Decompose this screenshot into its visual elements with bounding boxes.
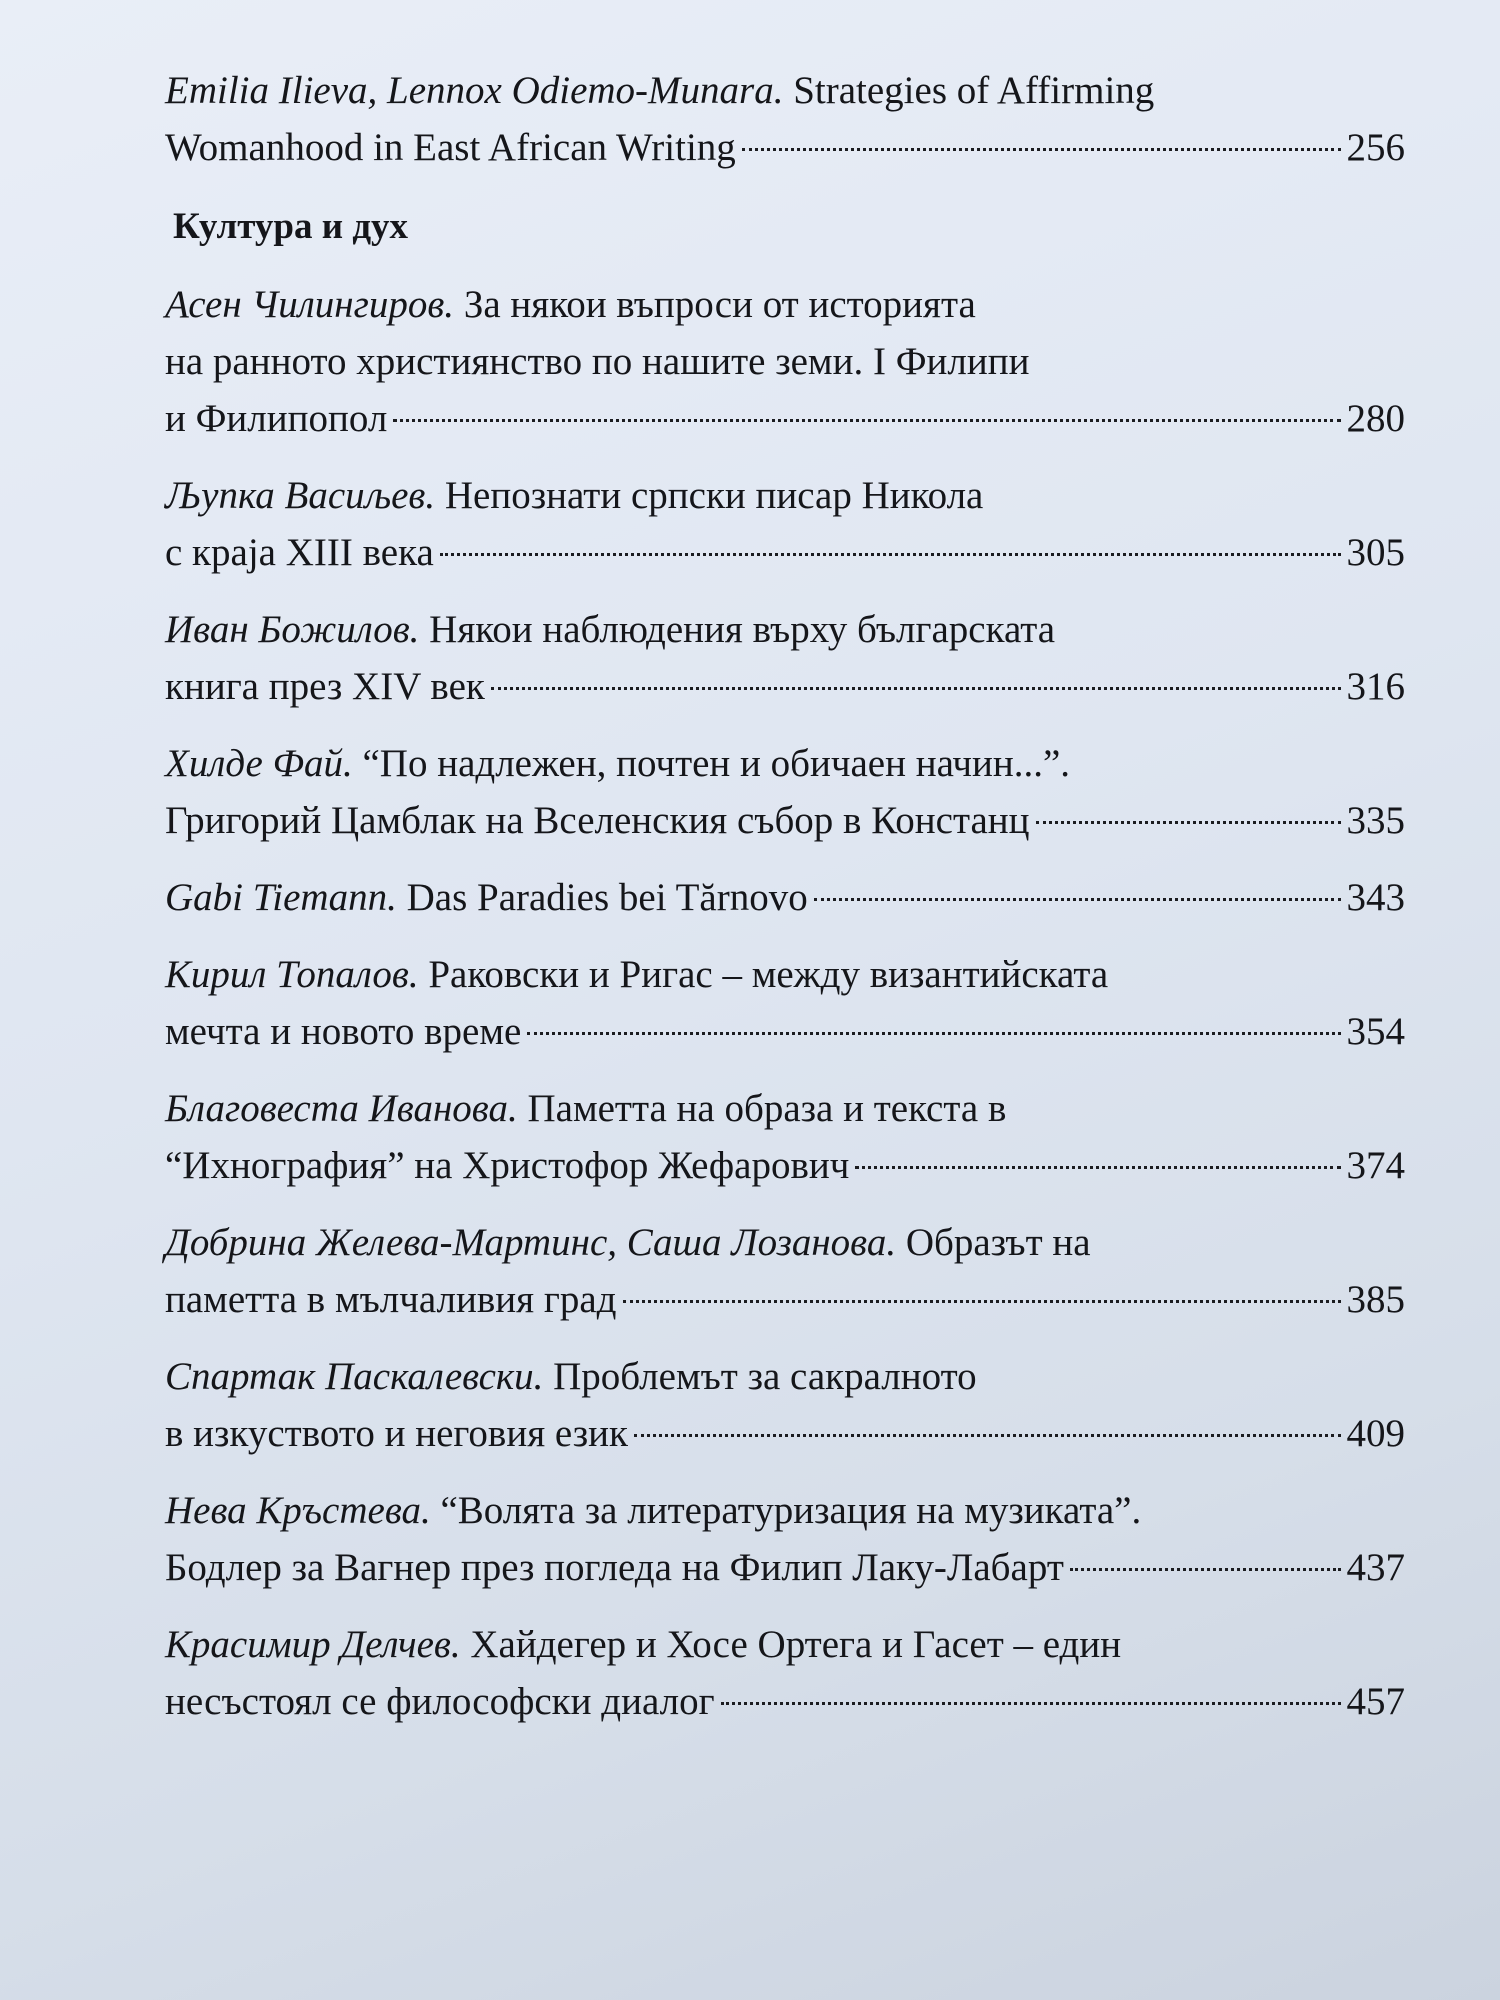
toc-entry-title: Бодлер за Вагнер през погледа на Филип Лаку-Лабарт: [165, 1546, 1064, 1589]
toc-entry-last-line: [165, 1405, 1405, 1462]
toc-entry-author: Љупка Васиљев.: [165, 474, 436, 517]
toc-entry-title: Womanhood in East African Writing: [165, 126, 736, 169]
toc-entry-title: мечта и новото време: [165, 1010, 522, 1053]
toc-entry-page-number: 409: [1346, 1412, 1405, 1455]
toc-entry-first-line: [165, 1348, 1405, 1405]
toc-entry-last-line: [165, 1673, 1405, 1730]
toc-entry-page-number: 385: [1346, 1278, 1405, 1321]
toc-entry-page-number: 316: [1346, 665, 1405, 708]
toc-entry: [165, 276, 1405, 447]
toc-entry-last-line: [165, 1539, 1405, 1596]
toc-entry-author: Gabi Tiemann.: [165, 876, 397, 919]
toc-entry-page-number: 335: [1346, 799, 1405, 842]
toc-entry-last-line: [165, 1137, 1405, 1194]
toc-entry-author: Кирил Топалов.: [165, 953, 419, 996]
toc-entry-title: Проблемът за сакралното: [553, 1355, 977, 1398]
toc-entry-page-number: 305: [1346, 531, 1405, 574]
table-of-contents: [165, 62, 1405, 1750]
toc-entry-author: Добрина Желева-Мартинс, Саша Лозанова.: [165, 1221, 897, 1264]
toc-entry-page-number: 354: [1346, 1010, 1405, 1053]
toc-entry-author: Благовеста Иванова.: [165, 1087, 518, 1130]
dot-leader: [1036, 821, 1341, 824]
toc-entry-first-line: [165, 1080, 1405, 1137]
section-heading: Култура и дух: [173, 206, 409, 247]
toc-entry-first-line: [165, 1214, 1405, 1271]
toc-entry-title: с краја XIII века: [165, 531, 434, 574]
toc-entry-last-line: [165, 390, 1405, 447]
toc-entry-last-line: [165, 119, 1405, 176]
toc-entry-title: Паметта на образа и текста в: [527, 1087, 1007, 1130]
toc-entry-page-number: 437: [1346, 1546, 1405, 1589]
toc-entry-first-line: [165, 467, 1405, 524]
toc-entry-title: Някои наблюдения върху българската: [429, 608, 1056, 651]
toc-entry-first-line: [165, 62, 1405, 119]
toc-entry-page-number: 457: [1346, 1680, 1405, 1723]
toc-entry-author: Спартак Паскалевски.: [165, 1355, 544, 1398]
toc-entry-author: Красимир Делчев.: [165, 1623, 461, 1666]
toc-entry-title: паметта в мълчаливия град: [165, 1278, 617, 1321]
toc-entry: [165, 1080, 1405, 1194]
toc-entry-title: несъстоял се философски диалог: [165, 1680, 715, 1723]
toc-entry-title: Образът на: [905, 1221, 1091, 1264]
toc-entry-last-line: [165, 524, 1405, 581]
toc-entry-author: Асен Чилингиров.: [165, 283, 455, 326]
toc-entry-title: “По надлежен, почтен и обичаен начин...”.: [362, 742, 1071, 785]
toc-entry-title: Das Paradies bei Tărnovo: [406, 876, 808, 919]
toc-entry-page-number: 374: [1346, 1144, 1405, 1187]
toc-entry-last-line: [165, 792, 1405, 849]
toc-entry: [165, 735, 1405, 849]
toc-entry-title: Strategies of Affirming: [793, 69, 1155, 112]
toc-entry-last-line: [165, 1271, 1405, 1328]
toc-entry-author: Иван Божилов.: [165, 608, 420, 651]
toc-entry-title: книга през XIV век: [165, 665, 485, 708]
toc-entry: [165, 1616, 1405, 1730]
toc-entry-middle-line: на ранното християнство по нашите земи. I Филипи: [165, 340, 1030, 383]
toc-entry-author: Нева Кръстева.: [165, 1489, 431, 1532]
toc-entry-title: “Волята за литературизация на музиката”.: [440, 1489, 1142, 1532]
dot-leader: [1070, 1568, 1341, 1571]
toc-entry-page-number: 343: [1346, 876, 1405, 919]
toc-entry-first-line: [165, 276, 1405, 333]
dot-leader: [623, 1300, 1341, 1303]
toc-entry-title: За някои въпроси от историята: [463, 283, 976, 326]
toc-entry-title: “Ихнография” на Христофор Жефарович: [165, 1144, 850, 1187]
toc-entry-title: в изкуството и неговия език: [165, 1412, 628, 1455]
toc-entry-page-number: 280: [1346, 397, 1405, 440]
toc-entry: [165, 62, 1405, 176]
toc-entry-first-line: [165, 1482, 1405, 1539]
toc-entry: [165, 1214, 1405, 1328]
dot-leader: [742, 148, 1341, 151]
toc-entry-last-line: [165, 658, 1405, 715]
toc-entry-page-number: 256: [1346, 126, 1405, 169]
toc-entry-title: Хайдегер и Хосе Ортега и Гасет – един: [470, 1623, 1122, 1666]
toc-entry-first-line: [165, 1616, 1405, 1673]
dot-leader: [634, 1434, 1341, 1437]
toc-entry-title: и Филипопол: [165, 397, 388, 440]
dot-leader: [855, 1166, 1340, 1169]
toc-entry: [165, 467, 1405, 581]
dot-leader: [814, 898, 1341, 901]
toc-entry-first-line: [165, 601, 1405, 658]
toc-entry: [165, 946, 1405, 1060]
dot-leader: [491, 687, 1341, 690]
toc-entry-author: Emilia Ilieva, Lennox Odiemo-Munara.: [165, 69, 784, 112]
toc-entry-title: Григорий Цамблак на Вселенския събор в Констанц: [165, 799, 1030, 842]
toc-entry-author: Хилде Фай.: [165, 742, 353, 785]
dot-leader: [440, 553, 1341, 556]
toc-entry: [165, 1348, 1405, 1462]
dot-leader: [721, 1702, 1341, 1705]
dot-leader: [527, 1032, 1340, 1035]
toc-entry-title: Раковски и Ригас – между византийската: [428, 953, 1109, 996]
toc-entry: [165, 1482, 1405, 1596]
toc-entry-last-line: [165, 1003, 1405, 1060]
dot-leader: [393, 419, 1340, 422]
toc-entry-first-line: [165, 946, 1405, 1003]
toc-entry-first-line: [165, 735, 1405, 792]
toc-entry-last-line: [165, 869, 1405, 926]
toc-entry-title: Непознати српски писар Никола: [444, 474, 984, 517]
toc-entry: [165, 869, 1405, 926]
toc-entry: [165, 601, 1405, 715]
